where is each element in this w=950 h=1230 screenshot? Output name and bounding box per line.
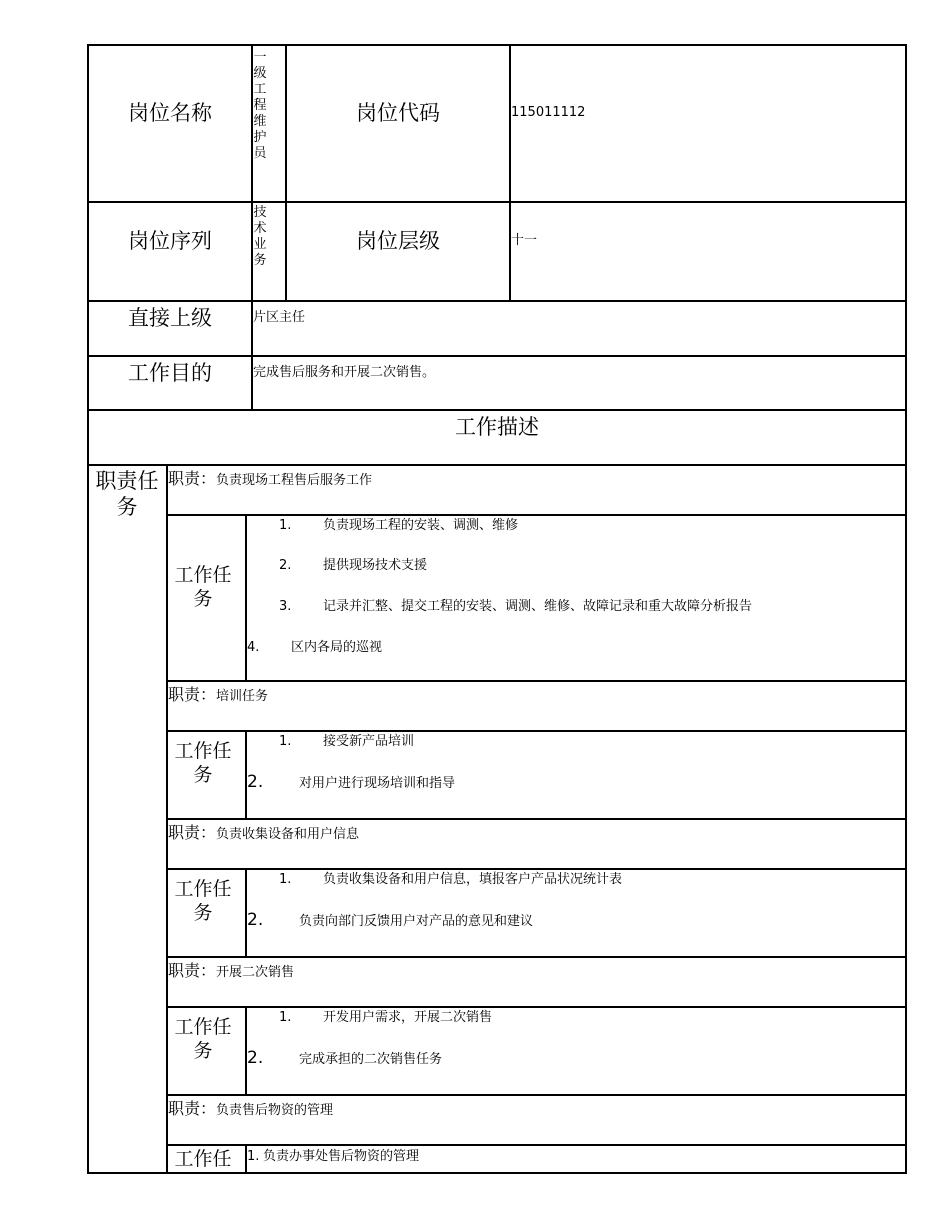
task-number: 3.	[279, 599, 292, 614]
duty-title-row	[168, 962, 294, 982]
description-title: 工作描述	[455, 415, 539, 439]
purpose-value: 完成售后服务和开展二次销售。	[253, 365, 436, 380]
task-number: 1.	[279, 872, 292, 887]
task-label: 工作任务	[174, 740, 232, 786]
position-name-label: 岗位名称	[128, 101, 212, 125]
superior-label: 直接上级	[128, 306, 212, 330]
task-label: 工作任务	[174, 878, 232, 924]
task-text: 开发用户需求，开展二次销售	[323, 1010, 493, 1025]
task-item	[247, 639, 382, 657]
position-seq-label: 岗位序列	[128, 229, 212, 253]
task-item	[247, 1148, 419, 1166]
row-divider	[87, 355, 907, 357]
task-item	[247, 911, 533, 931]
task-text: 负责向部门反馈用户对产品的意见和建议	[299, 914, 534, 929]
duty-title: 负责现场工程售后服务工作	[216, 473, 373, 488]
duties-label: 职责任务	[95, 469, 159, 519]
duty-prefix: 职责：	[168, 961, 217, 980]
row-divider	[87, 464, 907, 466]
row-divider	[87, 409, 907, 411]
task-number: 2.	[247, 1048, 264, 1068]
task-number: 1.	[279, 734, 292, 749]
duty-title: 开展二次销售	[216, 965, 295, 980]
row-divider	[166, 868, 907, 870]
position-code-value: 115011112	[511, 105, 586, 120]
task-text: 区内各局的巡视	[291, 640, 383, 655]
duty-title-row	[168, 686, 268, 706]
task-number: 2.	[279, 558, 292, 573]
table-border-top	[87, 44, 907, 46]
task-item	[247, 1049, 442, 1069]
duty-prefix: 职责：	[168, 685, 217, 704]
table-border-left	[87, 44, 89, 1174]
task-item	[279, 871, 622, 889]
table-border-bottom	[87, 1172, 907, 1174]
duty-title-row	[168, 824, 359, 844]
task-text: 负责办事处售后物资的管理	[263, 1149, 420, 1164]
task-text: 负责现场工程的安装、调测、维修	[323, 518, 519, 533]
table-border-right	[905, 44, 907, 1174]
task-text: 接受新产品培训	[323, 734, 415, 749]
task-number: 4.	[247, 640, 260, 655]
task-text: 记录并汇整、提交工程的安装、调测、维修、故障记录和重大故障分析报告	[323, 599, 753, 614]
task-item	[279, 598, 752, 616]
row-divider	[166, 680, 907, 682]
duty-prefix: 职责：	[168, 1099, 217, 1118]
task-label: 工作任务	[174, 564, 232, 610]
row-divider	[87, 300, 907, 302]
duty-prefix: 职责：	[168, 823, 217, 842]
row-divider	[166, 818, 907, 820]
task-item	[279, 1009, 492, 1027]
superior-value: 片区主任	[253, 310, 306, 325]
task-item	[279, 733, 414, 751]
task-number: 1.	[279, 1010, 292, 1025]
task-label: 工作任	[174, 1148, 232, 1170]
task-text: 负责收集设备和用户信息，填报客户产品状况统计表	[323, 872, 623, 887]
position-name-value: 一级工程维护员	[253, 50, 267, 161]
task-number: 1.	[247, 1149, 260, 1164]
position-code-label: 岗位代码	[356, 101, 440, 125]
task-label: 工作任务	[174, 1016, 232, 1062]
duty-title: 培训任务	[216, 689, 269, 704]
row-divider	[166, 1094, 907, 1096]
position-level-label: 岗位层级	[356, 229, 440, 253]
task-text: 对用户进行现场培训和指导	[299, 776, 456, 791]
task-number: 2.	[247, 910, 264, 930]
purpose-label: 工作目的	[128, 361, 212, 385]
duty-title: 负责售后物资的管理	[216, 1103, 334, 1118]
duty-title: 负责收集设备和用户信息	[216, 827, 360, 842]
position-level-value: 十一	[511, 233, 538, 248]
task-number: 1.	[279, 518, 292, 533]
row-divider	[166, 1006, 907, 1008]
task-item	[279, 557, 427, 575]
row-divider	[166, 1144, 907, 1146]
task-item	[279, 517, 518, 535]
row-divider	[87, 201, 907, 203]
position-seq-value: 技术业务	[253, 205, 267, 268]
task-number: 2.	[247, 772, 264, 792]
task-item	[247, 773, 455, 793]
duty-prefix: 职责：	[168, 469, 217, 488]
col-divider	[285, 44, 287, 302]
row-divider	[166, 514, 907, 516]
task-text: 完成承担的二次销售任务	[299, 1052, 443, 1067]
duty-title-row	[168, 470, 372, 490]
col-divider	[509, 44, 511, 302]
duty-title-row	[168, 1100, 333, 1120]
task-text: 提供现场技术支援	[323, 558, 428, 573]
row-divider	[166, 956, 907, 958]
row-divider	[166, 730, 907, 732]
